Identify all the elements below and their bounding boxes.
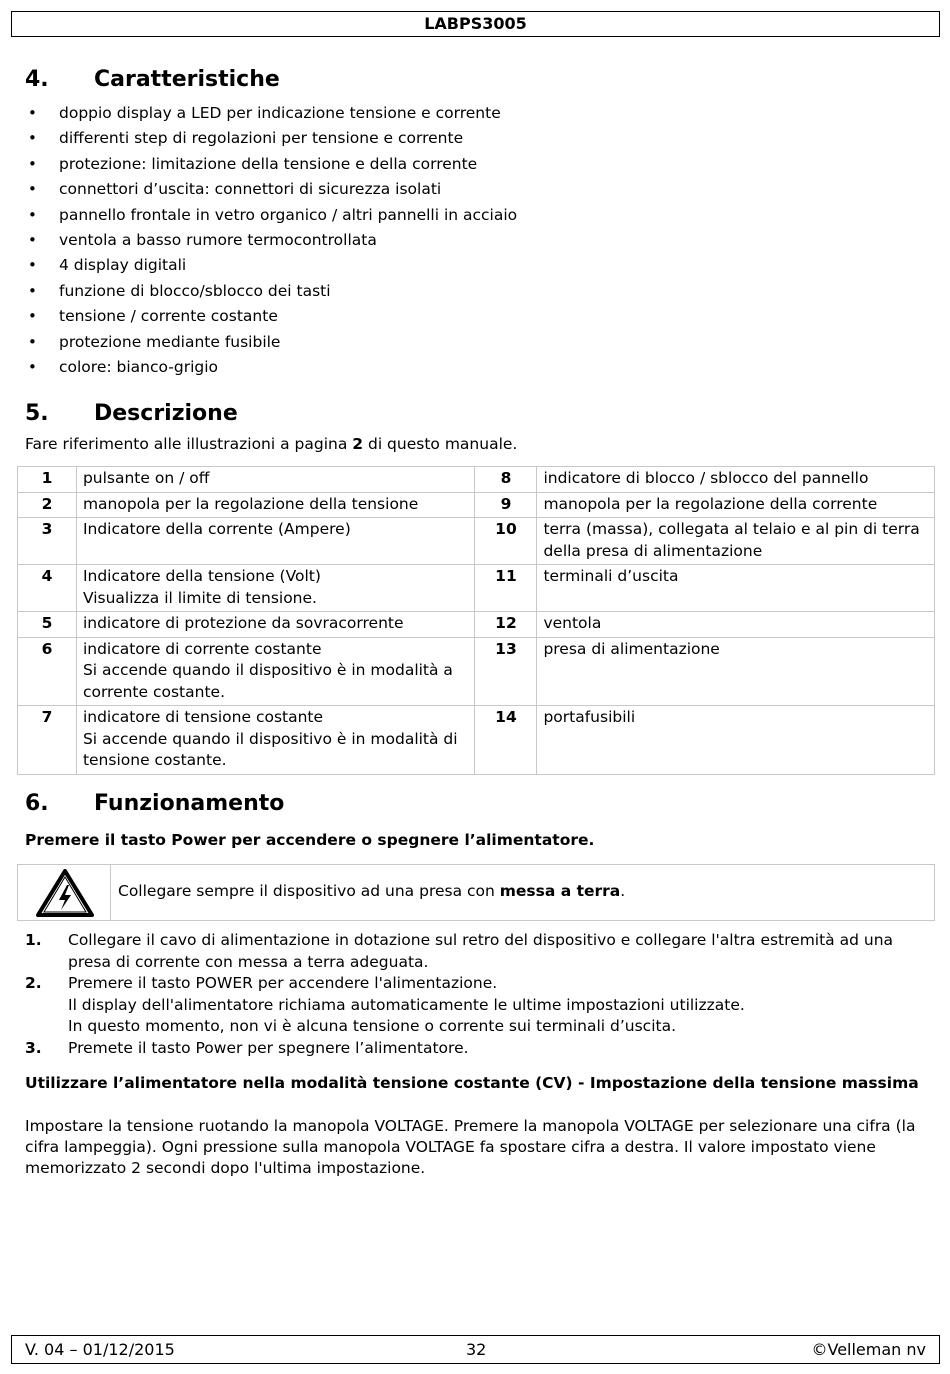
power-instruction: Premere il tasto Power per accendere o spegnere l’alimentatore.: [25, 831, 595, 849]
cell-line: indicatore di tensione costante: [82, 708, 324, 726]
item-description: [537, 492, 935, 518]
section-number: 6.: [25, 791, 49, 816]
item-description: [537, 467, 935, 493]
feature-item: • doppio display a LED per indicazione tensione e corrente: [25, 101, 517, 126]
section-number: 5.: [25, 401, 49, 426]
table-row: [18, 612, 935, 638]
item-number: 7: [18, 706, 77, 775]
step-number: 3.: [25, 1038, 42, 1057]
section-5-heading: [25, 401, 238, 426]
warning-icon-cell: [18, 865, 111, 920]
footer-page-number: 32: [466, 1340, 487, 1359]
cell-line: Indicatore della corrente (Ampere): [82, 520, 351, 538]
feature-item: • colore: bianco-grigio: [25, 355, 517, 380]
table-row: [18, 492, 935, 518]
item-description: [537, 637, 935, 706]
item-description: [76, 467, 475, 493]
item-number: 11: [475, 565, 537, 612]
step-line: Premere il tasto POWER per accendere l'alimentazione.: [68, 974, 498, 992]
item-number: 12: [475, 612, 537, 638]
cell-line: ventola: [543, 614, 602, 632]
item-number: 5: [18, 612, 77, 638]
warning-text-part: Collegare sempre il dispositivo ad una presa con: [118, 882, 500, 900]
item-description: [537, 706, 935, 775]
cell-line: manopola per la regolazione della corrente: [543, 494, 878, 513]
cell-line: manopola per la regolazione della tensione: [82, 494, 419, 513]
cell-line: indicatore di corrente costante: [82, 639, 322, 658]
step-line: Il display dell'alimentatore richiama automaticamente le ultime impostazioni utilizzate.: [68, 995, 745, 1014]
section-4-heading: [25, 67, 280, 92]
section-6-heading: [25, 791, 284, 816]
description-table: [17, 466, 935, 775]
item-number: 4: [18, 565, 77, 612]
cv-paragraph: Impostare la tensione ruotando la manopola VOLTAGE. Premere la manopola VOLTAGE per selezionare una cifra (la cifra lampeggia). Ogni pressione sulla manopola VOLTAGE fa spostare cifra a destra. Il valore impostato viene memorizzato 2 secondi dopo l'ultima impostazione.: [25, 1117, 916, 1177]
feature-item: • differenti step di regolazioni per tensione e corrente: [25, 126, 517, 151]
electric-hazard-icon: [36, 869, 94, 917]
section-number: 4.: [25, 67, 49, 92]
section-title: Caratteristiche: [94, 67, 280, 92]
item-description: [76, 518, 475, 565]
item-number: 2: [18, 492, 77, 518]
item-number: 13: [475, 637, 537, 706]
cell-line: Si accende quando il dispositivo è in modalità a corrente costante.: [82, 661, 453, 701]
item-description: [76, 565, 475, 612]
item-number: 9: [475, 492, 537, 518]
step-item: [25, 973, 925, 1038]
warning-text-part: .: [620, 882, 626, 900]
item-description: [76, 612, 475, 638]
step-item: [25, 930, 925, 973]
item-description: [76, 706, 475, 775]
item-number: 1: [18, 467, 77, 493]
feature-item: • funzione di blocco/sblocco dei tasti: [25, 279, 517, 304]
step-line: In questo momento, non vi è alcuna tensione o corrente sui terminali d’uscita.: [68, 1017, 677, 1035]
item-number: 8: [475, 467, 537, 493]
cv-subheading: Utilizzare l’alimentatore nella modalità tensione costante (CV) - Impostazione della tensione massima: [25, 1074, 919, 1092]
page-header: [11, 11, 940, 37]
features-list: [25, 101, 517, 380]
feature-item: • protezione mediante fusibile: [25, 330, 517, 355]
feature-item: • pannello frontale in vetro organico / altri pannelli in acciaio: [25, 203, 517, 228]
item-description: [76, 492, 475, 518]
steps-list: [25, 930, 925, 1059]
table-row: [18, 565, 935, 612]
cell-line: Visualizza il limite di tensione.: [82, 588, 317, 607]
feature-item: • connettori d’uscita: connettori di sicurezza isolati: [25, 177, 517, 202]
item-number: 10: [475, 518, 537, 565]
table-row: [18, 518, 935, 565]
section-title: Funzionamento: [94, 791, 285, 816]
table-row: [18, 637, 935, 706]
step-item: [25, 1038, 925, 1060]
page-footer: [11, 1335, 940, 1364]
step-number: 1.: [25, 931, 42, 949]
item-number: 14: [475, 706, 537, 775]
cell-line: terminali d’uscita: [543, 567, 679, 585]
cell-line: portafusibili: [543, 708, 636, 726]
cell-line: pulsante on / off: [82, 469, 210, 487]
footer-version: V. 04 – 01/12/2015: [25, 1340, 175, 1359]
cell-line: Indicatore della tensione (Volt): [82, 567, 321, 585]
table-row: [18, 467, 935, 493]
section-title: Descrizione: [94, 401, 238, 426]
item-description: [537, 518, 935, 565]
intro-text-part: Fare riferimento alle illustrazioni a pagina: [25, 435, 353, 453]
feature-item: • ventola a basso rumore termocontrollata: [25, 228, 517, 253]
item-description: [537, 565, 935, 612]
footer-copyright: ©Velleman nv: [811, 1340, 926, 1359]
step-line: Collegare il cavo di alimentazione in dotazione sul retro del dispositivo e collegare l'altra estremità ad una presa di corrente con messa a terra adeguata.: [68, 931, 894, 971]
warning-emphasis: messa a terra: [499, 882, 621, 900]
item-number: 3: [18, 518, 77, 565]
cell-line: Si accende quando il dispositivo è in modalità di tensione costante.: [82, 729, 458, 769]
warning-box: [17, 864, 935, 921]
item-description: [537, 612, 935, 638]
feature-item: • protezione: limitazione della tensione e della corrente: [25, 152, 517, 177]
feature-item: • 4 display digitali: [25, 253, 517, 278]
item-description: [76, 637, 475, 706]
warning-text: [118, 882, 625, 900]
step-line: Premete il tasto Power per spegnere l’alimentatore.: [68, 1038, 469, 1057]
intro-text: [25, 435, 517, 453]
intro-text-part: di questo manuale.: [363, 435, 518, 453]
cell-line: indicatore di blocco / sblocco del pannello: [543, 469, 869, 487]
cell-line: indicatore di protezione da sovracorrente: [82, 614, 404, 632]
cell-line: presa di alimentazione: [543, 639, 720, 658]
table-row: [18, 706, 935, 775]
header-title: LABPS3005: [424, 14, 527, 33]
intro-page-ref: 2: [352, 435, 364, 453]
cell-line: terra (massa), collegata al telaio e al pin di terra della presa di alimentazione: [543, 520, 920, 560]
item-number: 6: [18, 637, 77, 706]
feature-item: • tensione / corrente costante: [25, 304, 517, 329]
step-number: 2.: [25, 974, 42, 992]
